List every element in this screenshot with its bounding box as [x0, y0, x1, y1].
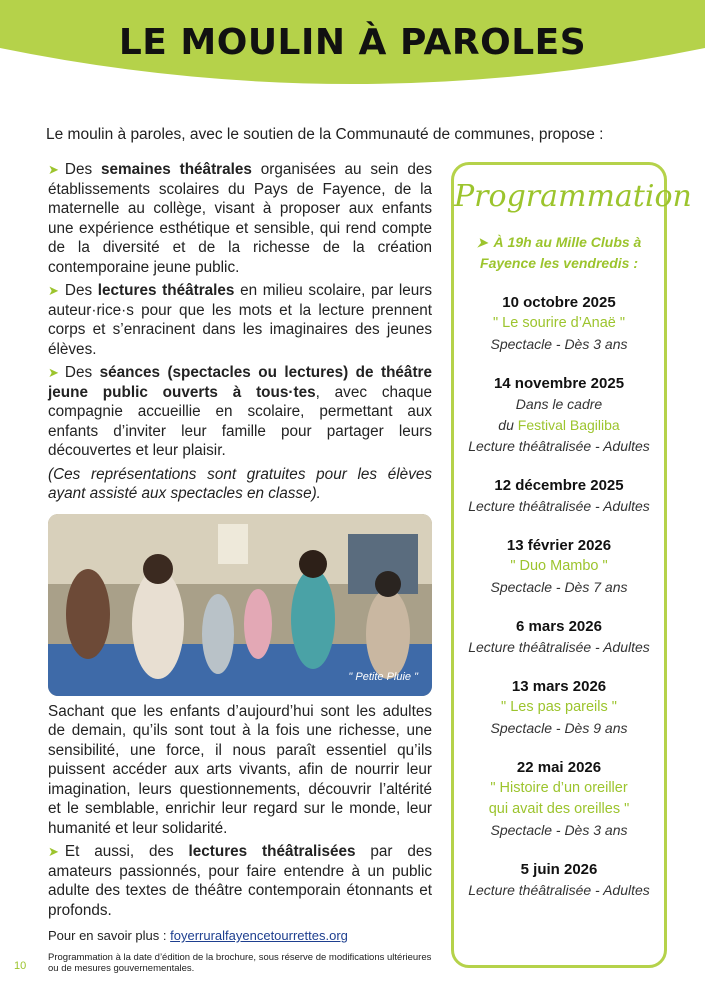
chevron-right-icon: ➤: [476, 235, 488, 250]
intro-text: Le moulin à paroles, avec le soutien de la Communauté de communes, propose :: [46, 126, 604, 143]
disclaimer: Programmation à la date d’édition de la brochure, sous réserve de modifications ultérieures ou de mesures gouvernementales.: [48, 951, 432, 974]
programmation-title: Programmation: [454, 179, 692, 214]
event-item: 22 mai 2026 " Histoire d’un oreiller qui avait des oreilles " Spectacle - Dès 3 ans: [488, 759, 630, 838]
event-item: 13 février 2026 " Duo Mambo " Spectacle - Dès 7 ans: [490, 537, 628, 595]
paragraph-semaines: ➤ Des semaines théâtrales organisées au sein des établissements scolaires du Pays de Fayence, de la maternelle au collège, visant à proposer aux enfants une expérience esthétique et sensible, qui rend compte de la diversité et de la richesse de la création contemporaine jeune public.: [48, 161, 432, 276]
more-info-label: Pour en savoir plus :: [48, 928, 171, 943]
paragraph-et-aussi: ➤ Et aussi, des lectures théâtralisées par des amateurs passionnés, pour faire entendre à un public adulte des textes de théâtre contemporain étonnants et profonds.: [48, 843, 432, 919]
photo-caption: " Petite Pluie ": [348, 671, 418, 683]
chevron-right-icon: ➤: [48, 365, 59, 380]
programmation-box: [451, 162, 692, 968]
paragraph-sachant: Sachant que les enfants d’aujourd’hui sont les adultes de demain, qu’ils sont tout à la fois une richesse, une sensibilité, une force, il nous paraît essentiel qu’ils puissent accéder aux arts vivants, afin de nourrir leur imagination, leurs questionnements, découvrir l’altérité et le semblable, enrichir leur regard sur le monde, leur humanité et leur solidarité.: [48, 702, 432, 837]
paragraph-seances: ➤ Des séances (spectacles ou lectures) de théâtre jeune public ouverts à tous·tes, avec chaque compagnie accueillie en scolaire, permettant aux enfants d’inviter leur famille pour partager leurs découvertes et leur plaisir.: [48, 364, 433, 459]
note-free-shows: (Ces représentations sont gratuites pour les élèves ayant assisté aux spectacles en classe).: [48, 465, 432, 502]
photo-petite-pluie: [48, 514, 432, 696]
event-item: 10 octobre 2025 " Le sourire d’Anaë " Spectacle - Dès 3 ans: [490, 294, 628, 352]
more-info: [48, 926, 432, 946]
chevron-right-icon: ➤: [48, 844, 59, 859]
main-column: [48, 160, 432, 974]
event-item: 5 juin 2026 Lecture théâtralisée - Adultes: [468, 861, 650, 898]
website-link[interactable]: foyerruralfayencetourrettes.org: [170, 928, 348, 943]
chevron-right-icon: ➤: [48, 162, 59, 177]
event-item: 14 novembre 2025 Dans le cadre du Festival Bagiliba Lecture théâtralisée - Adultes: [468, 375, 650, 454]
chevron-right-icon: ➤: [48, 283, 59, 298]
page-number: 10: [14, 960, 27, 972]
page-title: LE MOULIN À PAROLES: [118, 22, 587, 63]
programmation-subtitle: ➤ À 19h au Mille Clubs à Fayence les vendredis :: [476, 234, 642, 271]
event-item: 13 mars 2026 " Les pas pareils " Spectacle - Dès 9 ans: [490, 678, 628, 736]
event-item: 6 mars 2026 Lecture théâtralisée - Adultes: [468, 618, 650, 655]
event-item: 12 décembre 2025 Lecture théâtralisée - Adultes: [468, 477, 650, 514]
paragraph-lectures: ➤ Des lectures théâtrales en milieu scolaire, par leurs auteur·rice·s pour que les mots et la lecture prennent corps et s’enracinent dans les imaginaires des jeunes élèves.: [48, 282, 432, 358]
